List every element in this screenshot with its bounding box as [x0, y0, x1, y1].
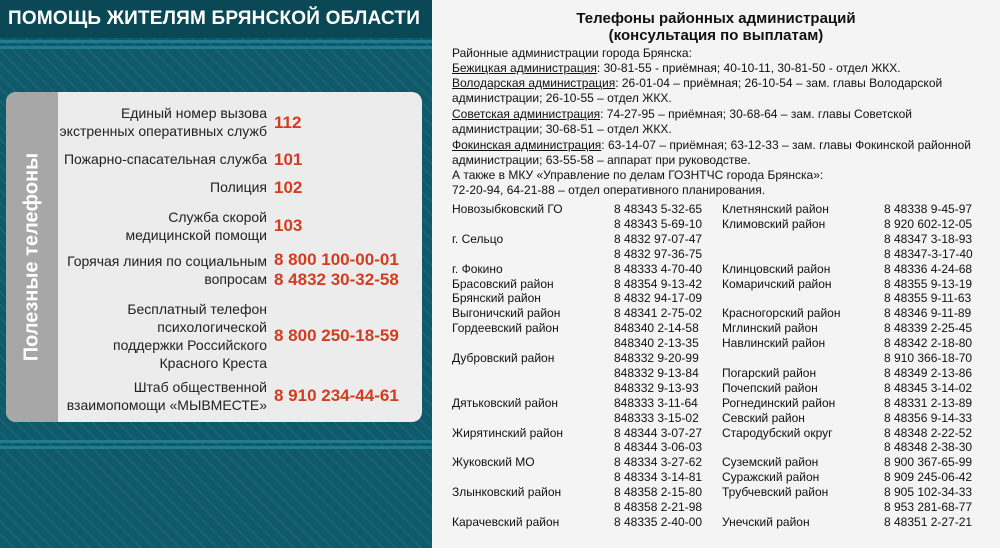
district-phone: 8 48348 2-38-30 [884, 440, 973, 455]
district-name: Рогнединский район [722, 395, 836, 410]
district-phone: 8 48334 3-27-62 [614, 455, 703, 470]
district-name: Комаричский район [722, 276, 832, 291]
service-name: Бесплатный телефон психологической поддержки Российского Красного Креста [113, 301, 267, 371]
district-phone: 8 48354 9-13-42 [614, 276, 703, 291]
district-name: Трубчевский район [722, 485, 829, 500]
intro-text: Районные администрации города Брянска: [452, 46, 692, 60]
district-name: Суражский район [722, 470, 820, 485]
district-phone: 8 48343 5-69-10 [614, 216, 703, 231]
service-number: 102 [274, 178, 303, 197]
service-number: 8 800 100-00-01 8 4832 30-32-58 [274, 250, 399, 289]
admin-entry [452, 61, 992, 76]
service-name: Штаб общественной взаимопомощи «МЫВМЕСТЕ» [66, 379, 267, 413]
district-phone: 8 905 102-34-33 [884, 485, 973, 500]
district-phone: 8 4832 94-17-09 [614, 291, 703, 306]
service-number: 8 800 250-18-59 [274, 326, 399, 345]
district-name: Жирятинский район [452, 425, 563, 440]
district-phone: 848333 3-15-02 [614, 410, 699, 425]
district-name: Карачевский район [452, 514, 560, 529]
district-name: Климовский район [722, 216, 826, 231]
service-number: 8 910 234-44-61 [274, 386, 399, 405]
district-phone: 8 48347-3-17-40 [884, 246, 973, 261]
district-name: Навлинский район [722, 336, 826, 351]
district-name: Погарский район [722, 365, 817, 380]
district-name: Почепский район [722, 380, 818, 395]
district-phone: 8 48343 5-32-65 [614, 202, 703, 216]
service-name: Единый номер вызова экстренных оперативных служб [59, 105, 267, 139]
district-name: г. Фокино [452, 261, 503, 276]
admin-name: Советская администрация [452, 107, 601, 121]
district-phone: 8 953 281-68-77 [884, 500, 973, 514]
district-phone: 8 48347 3-18-93 [884, 231, 973, 246]
district-phone: 8 48335 2-40-00 [614, 514, 703, 529]
mku-text: А также в МКУ «Управление по делам ГОЗНТЧС города Брянска»: 72-20-94, 64-21-88 – отдел оперативного планирования. [452, 168, 824, 197]
district-phone: 848340 2-13-35 [614, 336, 699, 351]
district-name: Клинцовский район [722, 261, 831, 276]
district-phone: 848340 2-14-58 [614, 321, 699, 336]
district-phone: 8 48344 3-06-03 [614, 440, 703, 455]
admin-name: Володарская администрация [452, 76, 616, 90]
district-phone: 8 48333 4-70-40 [614, 261, 703, 276]
district-phone: 8 900 367-65-99 [884, 455, 973, 470]
service-name: Горячая линия по социальным вопросам [67, 253, 267, 287]
district-phone: 8 920 602-12-05 [884, 216, 973, 231]
district-phone: 8 48358 2-21-98 [614, 500, 703, 514]
admin-phones: : 30-81-55 - приёмная; 40-10-11, 30-81-50 - отдел ЖКХ. [596, 61, 901, 75]
district-name: Унечский район [722, 514, 810, 529]
divider [0, 46, 432, 49]
district-phone: 848332 9-13-93 [614, 380, 699, 395]
district-phone: 8 48334 3-14-81 [614, 470, 703, 485]
district-phone: 8 48336 4-24-68 [884, 261, 973, 276]
service-name: Полиция [210, 179, 267, 195]
district-name: Дятьковский район [452, 395, 559, 410]
service-number: 103 [274, 216, 303, 235]
divider [0, 40, 432, 43]
district-phone: 848332 9-20-99 [614, 351, 699, 365]
admin-entry [452, 76, 992, 105]
district-phone: 8 4832 97-07-47 [614, 231, 703, 246]
district-name: Севский район [722, 410, 805, 425]
district-name: г. Сельцо [452, 231, 504, 246]
banner-title: ПОМОЩЬ ЖИТЕЛЯМ БРЯНСКОЙ ОБЛАСТИ [8, 8, 421, 29]
admin-entry [452, 138, 992, 167]
district-name: Жуковский МО [452, 455, 535, 470]
right-title: Телефоны районных администраций (консультация по выплатам) [576, 10, 856, 44]
district-name: Новозыбковский ГО [452, 202, 563, 216]
admin-name: Бежицкая администрация [452, 61, 597, 75]
service-number: 112 [274, 113, 302, 132]
district-phone: 8 48344 3-07-27 [614, 425, 703, 440]
district-phone: 8 48338 9-45-97 [884, 202, 973, 216]
admin-phones: : 63-14-07 – приёмная; 63-12-33 – зам. главы Фокинской районной администрации; 63-55-58 – аппарат при руководстве. [452, 138, 972, 167]
district-name: Гордеевский район [452, 321, 559, 336]
district-name: Суземский район [722, 455, 819, 470]
district-phone: 8 48355 9-13-19 [884, 276, 973, 291]
district-phone: 8 48342 2-18-80 [884, 336, 973, 351]
district-name: Брасовский район [452, 276, 554, 291]
divider [0, 446, 432, 449]
district-name: Злынковский район [452, 485, 562, 500]
service-number: 101 [274, 150, 303, 169]
banner [0, 0, 432, 38]
district-name: Выгоничский район [452, 306, 561, 321]
card-side-bar [6, 92, 58, 422]
district-name: Мглинский район [722, 321, 818, 336]
district-phone: 848333 3-11-64 [614, 395, 698, 410]
district-name: Дубровский район [452, 351, 555, 365]
district-phone: 8 48341 2-75-02 [614, 306, 703, 321]
district-phone: 8 48331 2-13-89 [884, 395, 973, 410]
left-panel [0, 0, 432, 548]
district-name: Красногорский район [722, 306, 841, 321]
divider [0, 440, 432, 443]
district-phone: 8 4832 97-36-75 [614, 246, 703, 261]
district-phone: 8 910 366-18-70 [884, 351, 973, 365]
district-name: Брянский район [452, 291, 541, 306]
admin-name: Фокинская администрация [452, 138, 602, 152]
district-phone: 8 48356 9-14-33 [884, 410, 973, 425]
district-phone: 8 48346 9-11-89 [884, 306, 972, 321]
useful-phones-card [6, 92, 422, 422]
service-name: Пожарно-спасательная служба [63, 151, 267, 167]
district-phone: 8 48345 3-14-02 [884, 380, 973, 395]
district-name: Клетнянский район [722, 202, 829, 216]
admin-entry [452, 107, 992, 136]
district-phone: 848332 9-13-84 [614, 365, 699, 380]
service-name: Служба скорой медицинской помощи [125, 209, 267, 243]
district-phone: 8 48349 2-13-86 [884, 365, 973, 380]
admin-phones: : 74-27-95 – приёмная; 30-68-64 – зам. главы Советской администрации; 30-68-51 – отдел ЖКХ. [452, 107, 913, 136]
district-name: Стародубский округ [722, 425, 833, 440]
district-phone: 8 48348 2-22-52 [884, 425, 973, 440]
admin-phones: : 26-01-04 – приёмная; 26-10-54 – зам. главы Володарской администрации; 26-10-55 – отдел ЖКХ. [452, 76, 943, 105]
side-label: Полезные телефоны [20, 152, 43, 362]
district-phone: 8 48358 2-15-80 [614, 485, 703, 500]
right-panel [432, 0, 1000, 548]
district-phone: 8 48339 2-25-45 [884, 321, 973, 336]
district-phone: 8 909 245-06-42 [884, 470, 973, 485]
district-phone: 8 48351 2-27-21 [884, 514, 973, 529]
district-phone: 8 48355 9-11-63 [884, 291, 972, 306]
